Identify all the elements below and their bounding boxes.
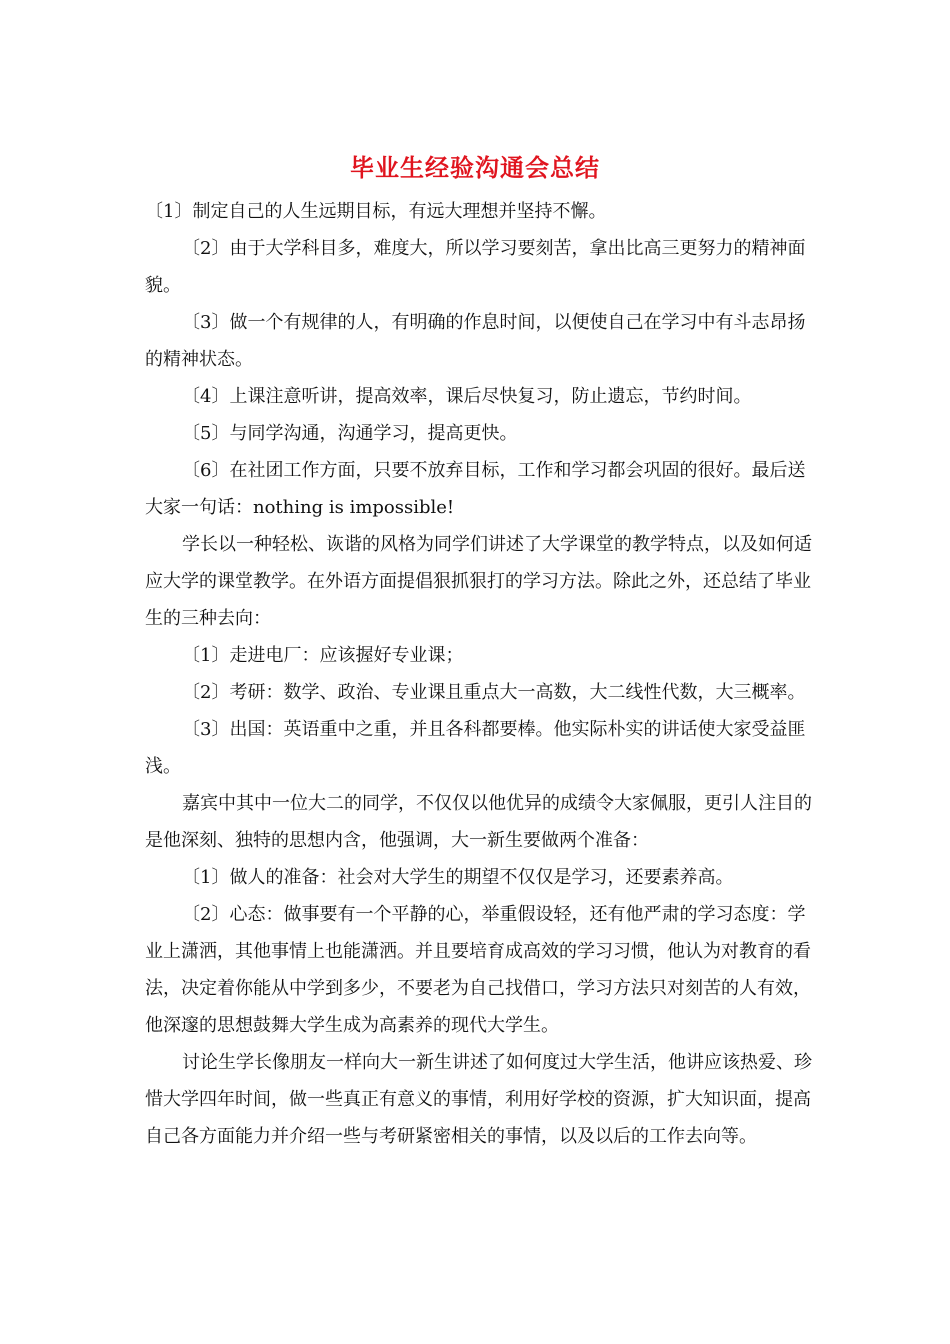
paragraph: 〔1〕走进电厂：应该握好专业课； (182, 645, 464, 666)
paragraph: 〔3〕做一个有规律的人，有明确的作息时间，以便使自己在学习中有斗志昂扬的精神状态。 (145, 312, 806, 370)
paragraph: 嘉宾中其中一位大二的同学，不仅仅以他优异的成绩令大家佩服，更引人注目的是他深刻、独特的思想内含，他强调，大一新生要做两个准备： (145, 793, 812, 851)
paragraph: 〔1〕做人的准备：社会对大学生的期望不仅仅是学习，还要素养高。 (182, 867, 734, 888)
paragraph: 〔2〕由于大学科目多，难度大，所以学习要刻苦，拿出比高三更努力的精神面貌。 (145, 238, 806, 296)
paragraph: 〔2〕心态：做事要有一个平静的心，举重假设轻，还有他严肃的学习态度：学业上潇洒，其他事情上也能潇洒。并且要培育成高效的学习习惯，他认为对教育的看法，决定着你能从中学到多少，不要老为自己找借口，学习方法只对刻苦的人有效，他深邃的思想鼓舞大学生成为高素养的现代大学生。 (145, 904, 811, 1036)
document-title: 毕业生经验沟通会总结 (350, 153, 600, 182)
paragraph: 〔6〕在社团工作方面，只要不放弃目标，工作和学习都会巩固的很好。最后送大家一句话：nothing is impossible! (145, 460, 806, 518)
paragraph: 学长以一种轻松、诙谐的风格为同学们讲述了大学课堂的教学特点，以及如何适应大学的课堂教学。在外语方面提倡狠抓狠打的学习方法。除此之外，还总结了毕业生的三种去向： (145, 534, 812, 629)
paragraph: 〔2〕考研：数学、政治、专业课且重点大一高数，大二线性代数，大三概率。 (182, 682, 806, 703)
document-body (145, 193, 815, 1155)
paragraph: 〔4〕上课注意听讲，提高效率，课后尽快复习，防止遗忘，节约时间。 (182, 386, 752, 407)
paragraph: 〔5〕与同学沟通，沟通学习，提高更快。 (182, 423, 518, 444)
paragraph: 讨论生学长像朋友一样向大一新生讲述了如何度过大学生活，他讲应该热爱、珍惜大学四年时间，做一些真正有意义的事情，利用好学校的资源，扩大知识面，提高自己各方面能力并介绍一些与考研紧密相关的事情，以及以后的工作去向等。 (145, 1052, 812, 1147)
paragraph: 〔3〕出国：英语重中之重，并且各科都要棒。他实际朴实的讲话使大家受益匪浅。 (145, 719, 806, 777)
paragraph: 〔1〕制定自己的人生远期目标，有远大理想并坚持不懈。 (145, 201, 607, 222)
